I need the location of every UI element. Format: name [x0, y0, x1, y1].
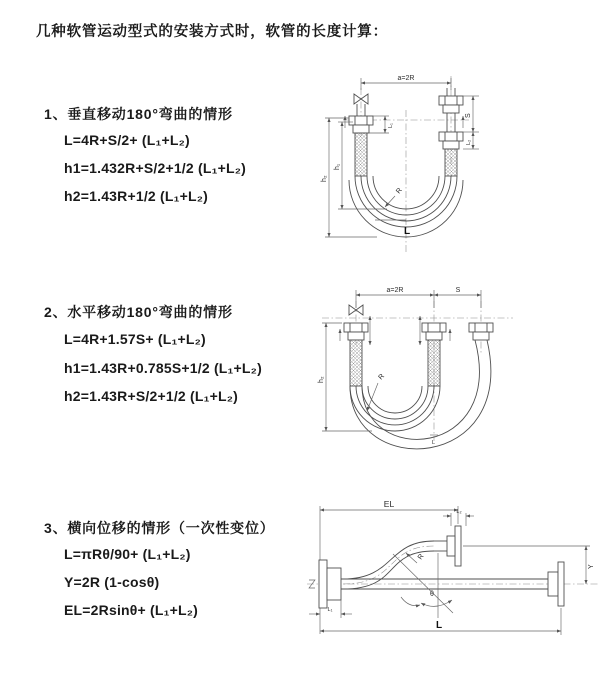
section-2-formula-h1: h1=1.43R+0.785S+1/2 (L₁+L₂) [64, 360, 262, 376]
dim-label-h1: h₁ [334, 163, 341, 170]
dim-label-h2: h₂ [321, 175, 328, 182]
left-flange [319, 560, 341, 608]
dim-l2 [443, 509, 474, 526]
length-label: L [403, 226, 411, 237]
dim-label-y: Y [588, 564, 595, 569]
dim-h2 [321, 118, 377, 237]
section-2-formula-L: L=4R+1.57S+ (L₁+L₂) [64, 331, 206, 347]
diagram-horizontal-180-bend [308, 283, 590, 460]
dim-label-l1: L₁ [388, 123, 394, 128]
right-flange-assembly [439, 88, 463, 176]
section-3-heading: 3、横向位移的情形（一次性变位） [44, 520, 275, 536]
section-3-formula-Y: Y=2R (1-cosθ) [64, 574, 160, 590]
dim-label-l: L [435, 620, 443, 631]
length-label: L [432, 440, 436, 446]
diagram-lateral-displacement [303, 496, 600, 654]
section-1-formula-h1: h1=1.432R+S/2+1/2 (L₁+L₂) [64, 160, 246, 176]
section-1-heading: 1、垂直移动180°弯曲的情形 [44, 106, 233, 122]
section-2-heading: 2、水平移动180°弯曲的情形 [44, 304, 233, 320]
braided-hose-section [350, 340, 362, 386]
dim-a-2r [361, 75, 451, 90]
dim-l1 [309, 600, 352, 618]
dim-label-l1: L₁ [327, 607, 333, 613]
original-flange [548, 562, 564, 606]
dim-l2 [466, 132, 473, 149]
dim-label-l2: L₂ [466, 139, 472, 145]
dim-label-l2: L₂ [456, 509, 462, 515]
dim-label-s: S [455, 287, 461, 294]
moved-flange-assembly [469, 323, 493, 340]
radius-label: R [416, 552, 426, 562]
angle-label: θ [430, 591, 434, 598]
section-2-formula-h2: h2=1.43R+S/2+1/2 (L₁+L₂) [64, 388, 239, 404]
section-3-formula-L: L=πRθ/90+ (L₁+L₂) [64, 546, 191, 562]
dim-label-a2r: a=2R [397, 75, 415, 82]
dim-a-2r [356, 287, 481, 308]
dim-s [434, 287, 481, 295]
page-title: 几种软管运动型式的安装方式时，软管的长度计算： [36, 24, 388, 40]
diagram-vertical-180-bend [315, 70, 565, 257]
hose-u-bend-original [350, 386, 440, 431]
dim-label-h2: h₂ [318, 376, 325, 383]
left-flange-assembly [344, 323, 368, 386]
dim-label-s: S [465, 113, 472, 118]
dim-y [463, 546, 595, 584]
dim-l [320, 608, 561, 635]
length-callout [375, 220, 410, 237]
hose-s-curve [343, 541, 434, 589]
section-1-formula-L: L=4R+S/2+ (L₁+L₂) [64, 132, 190, 148]
braided-hose-section [445, 149, 457, 176]
dim-label-a2r: a=2R [386, 287, 404, 294]
section-3-formula-EL: EL=2Rsinθ+ (L₁+L₂) [64, 602, 199, 618]
angle-construction [393, 553, 453, 618]
small-stroke-dims [370, 316, 420, 345]
section-1-formula-h2: h2=1.43R+1/2 (L₁+L₂) [64, 188, 209, 204]
middle-flange-assembly [422, 323, 446, 386]
radius-label: R [377, 372, 386, 382]
braided-hose-section [428, 340, 440, 386]
radius-label: R [395, 186, 404, 196]
braided-hose-section [355, 133, 367, 176]
moved-flange [433, 526, 461, 566]
left-flange-assembly [349, 104, 373, 176]
dim-label-el: EL [383, 499, 395, 509]
radius-callout [406, 553, 426, 563]
radius-callout [385, 187, 404, 207]
